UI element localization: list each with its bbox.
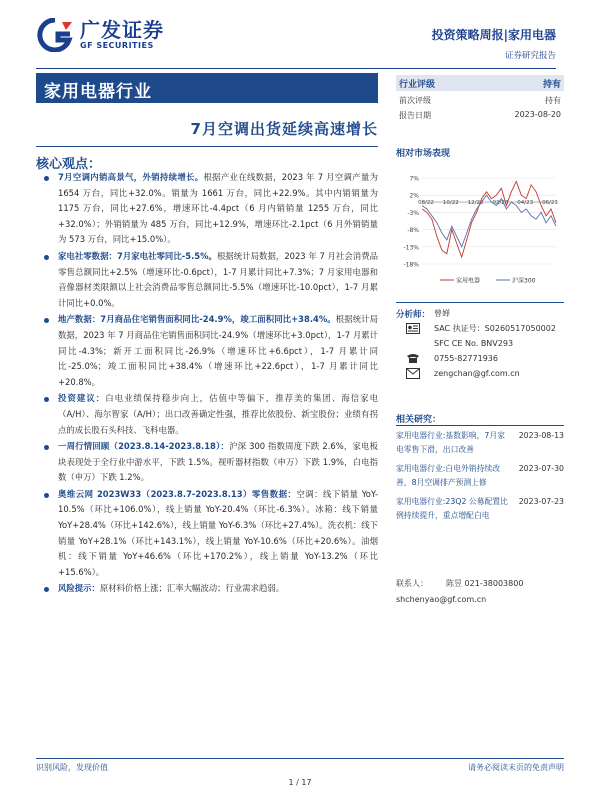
bullet-item [38, 170, 378, 248]
relative-performance-chart [396, 164, 564, 290]
logo-name-cn: 广发证券 [80, 18, 164, 42]
y-tick-label: -18% [403, 261, 419, 269]
analyst-sfc-row [396, 336, 564, 351]
footer-divider [36, 758, 564, 759]
related-item-title[interactable]: 家用电器行业:基数影响，7月家电零售下滑，出口改善 [396, 431, 505, 454]
rating-box [396, 75, 564, 121]
footer-slogan: 识别风险，发现价值 [36, 763, 108, 772]
report-category: 证券研究报告 [504, 51, 556, 61]
related-item-title[interactable]: 家用电器行业:白电外销持续改善，8月空调排产预测上修 [396, 464, 500, 487]
related-item[interactable] [396, 495, 564, 523]
bullet-item [38, 249, 378, 311]
header-divider [36, 68, 556, 69]
y-tick-label: 2% [409, 192, 419, 200]
bullet-dot-icon [44, 176, 49, 181]
email-icon [396, 366, 434, 381]
x-tick-label: 10/22 [442, 200, 459, 207]
x-tick-label: 08/22 [418, 200, 434, 207]
report-date-value: 2023-08-20 [514, 110, 561, 119]
y-tick-label: -8% [407, 227, 419, 235]
bullet-item [38, 487, 378, 581]
related-research-title: 相关研究： [396, 415, 442, 425]
related-divider [396, 425, 564, 426]
bullet-item [38, 581, 378, 597]
bullet-dot-icon [44, 445, 49, 450]
industry-banner: 家用电器行业 [36, 73, 378, 103]
bullet-lead: 家电社零数据：7月家电社零同比-5.5%。 [58, 250, 217, 261]
bullet-dot-icon [44, 255, 49, 260]
market-performance-title: 相对市场表现 [396, 149, 451, 159]
core-views-list [38, 170, 378, 598]
report-date-label: 报告日期 [399, 111, 431, 120]
report-date-row [396, 106, 564, 121]
rating-header [396, 75, 564, 91]
previous-rating-row [396, 91, 564, 106]
analyst-info [396, 306, 564, 381]
core-views-heading: 核心观点： [36, 157, 102, 172]
related-item[interactable] [396, 429, 564, 457]
legend-label: 家用电器 [456, 277, 481, 285]
y-tick-label: -13% [403, 244, 419, 252]
analyst-name: 曾婵 [434, 309, 450, 318]
analyst-email-row [396, 366, 564, 381]
bullet-text: 白电业绩保持稳步向上，估值中等偏下，推荐美的集团、海信家电（A/H）、海尔智家（A/H）；出口改善确定性强，推荐比依股份、新宝股份；业绩有拐点的成长股石头科技、飞科电器。 [58, 393, 379, 435]
x-tick-label: 02/23 [492, 200, 509, 207]
phone-icon [396, 351, 434, 366]
related-item-date: 2023-07-30 [518, 464, 564, 473]
rating-label: 行业评级 [399, 79, 436, 90]
bullet-dot-icon [44, 587, 49, 592]
y-tick-label: -3% [407, 209, 419, 217]
bullet-lead: 投资建议： [58, 393, 106, 404]
gf-logo-icon [36, 18, 74, 52]
rating-value: 持有 [542, 79, 561, 90]
previous-rating-label: 前次评级 [399, 96, 431, 105]
id-card-icon [396, 321, 434, 336]
x-tick-label: 06/23 [542, 200, 558, 207]
x-tick-label: 12/22 [467, 200, 484, 207]
bullet-text: 原材料价格上涨；汇率大幅波动；行业需求趋弱。 [99, 583, 285, 594]
related-item[interactable] [396, 462, 564, 490]
bullet-lead: 地产数据：7月商品住宅销售面积同比-24.9%，竣工面积同比+38.4%。 [58, 314, 336, 325]
bullet-lead: 一周行情回顾（2023.8.14-2023.8.18）： [58, 441, 230, 452]
logo-name-en: GF SECURITIES [80, 41, 154, 50]
chart-svg [396, 164, 564, 290]
y-tick-label: 7% [409, 175, 419, 183]
analyst-phone: 0755-82771936 [434, 354, 498, 363]
bullet-lead: 奥维云网 2023W33（2023.8.7-2023.8.13）零售数据： [58, 488, 297, 499]
contact-info [396, 576, 564, 608]
bullet-lead: 风险提示： [58, 583, 100, 594]
contact-email-row [396, 592, 564, 608]
title-divider [36, 146, 378, 147]
bullet-lead: 7月空调内销高景气，外销持续增长。 [58, 172, 204, 182]
bullet-dot-icon [44, 397, 49, 402]
bullet-dot-icon [44, 318, 49, 323]
related-item-title[interactable]: 家用电器行业:23Q2 公募配置比例持续提升，重点增配白电 [396, 497, 508, 520]
analyst-email[interactable]: zengchan@gf.com.cn [434, 369, 520, 378]
analyst-label: 分析师： [396, 309, 431, 320]
company-logo [36, 18, 164, 52]
bullet-text: 根据产业在线数据，2023 年 7 月空调产量为 1654 万台，同比+32.0%。销量为 1661 万台，同比+22.9%。其中内销销量为 1175 万台，同比+27.6%，增速环比-4.4pct（6 月内销销量 1255 万台，同比+32.0%）；外销销量为 485 万台，同比+12.9%，增速环比-2.1pct（6 月外销销量为 573 万台，同比+15.0%）。 [58, 172, 378, 245]
bullet-text: 沪深 300 指数周度下跌 2.6%，家电板块表现处于全行业中游水平，下跌 1.5%。视听器材指数（申万）下跌 1.9%，白电指数（申万）下跌 1.2%。 [58, 441, 378, 483]
bullet-text: 根据统计局数据，2023 年 7 月商品住宅销售面积同比-24.9%（增速环比+3.0pct），1-7 月累计同比-4.3%；新开工面积同比-26.9%（增速环比+6.6pct），1-7 月累计同比-25.0%；竣工面积同比+38.4%（增速环比+22.6pct），1-7 月累计同比+20.8%。 [58, 314, 379, 387]
page-number: 1 / 17 [288, 778, 312, 787]
legend-label: 沪深300 [512, 277, 536, 285]
bullet-item [38, 391, 378, 438]
previous-rating-value: 持有 [545, 96, 561, 105]
footer-disclaimer: 请务必阅读末页的免责声明 [468, 763, 564, 772]
related-research-list [396, 429, 564, 528]
report-type: 投资策略周报|家用电器 [431, 28, 556, 42]
analyst-sfc-number: SFC CE No. BNV293 [434, 339, 514, 348]
analyst-name-row [396, 306, 564, 321]
bullet-text: 空调：线下销量 YoY-10.5%（环比+106.0%），线上销量 YoY-20.4%（环比-6.3%）。冰箱：线下销量 YoY+28.4%（环比+142.6%），线上销量 YoY-6.3%（环比+27.4%）。洗衣机：线下销量 YoY+28.1%（环比+143.1%），线上销量 YoY-10.6%（环比+20.6%）。油烟机：线下销量 YoY+46.6%（环比+170.2%），线上销量 YoY-13.2%（环比+15.6%）。 [58, 488, 378, 577]
contact-row [396, 576, 564, 592]
analyst-sac-number: SAC 执证号：S0260517050002 [434, 324, 556, 333]
analyst-divider [396, 302, 564, 303]
bullet-dot-icon [44, 493, 49, 498]
contact-name-phone: 陈昱 021-38003800 [446, 579, 524, 588]
contact-label: 联系人： [396, 579, 428, 588]
bullet-item [38, 312, 378, 390]
related-item-date: 2023-08-13 [518, 431, 564, 440]
analyst-phone-row [396, 351, 564, 366]
bullet-item [38, 439, 378, 486]
analyst-sac-row [396, 321, 564, 336]
bullet-text: 根据统计局数据，2023 年 7 月社会消费品零售总额同比+2.5%（增速环比-0.6pct），1-7 月累计同比+7.3%；7 月家用电器和音像器材类限额以上社会消费品零售总额同比-5.5%（增速环比-10.0pct），1-7 月累计同比+0.0%。 [58, 250, 378, 308]
x-tick-label: 04/23 [517, 200, 534, 207]
report-title: 7月空调出货延续高速增长 [190, 120, 378, 138]
related-item-date: 2023-07-23 [518, 497, 564, 506]
contact-email[interactable]: shchenyao@gf.com.cn [396, 595, 487, 604]
